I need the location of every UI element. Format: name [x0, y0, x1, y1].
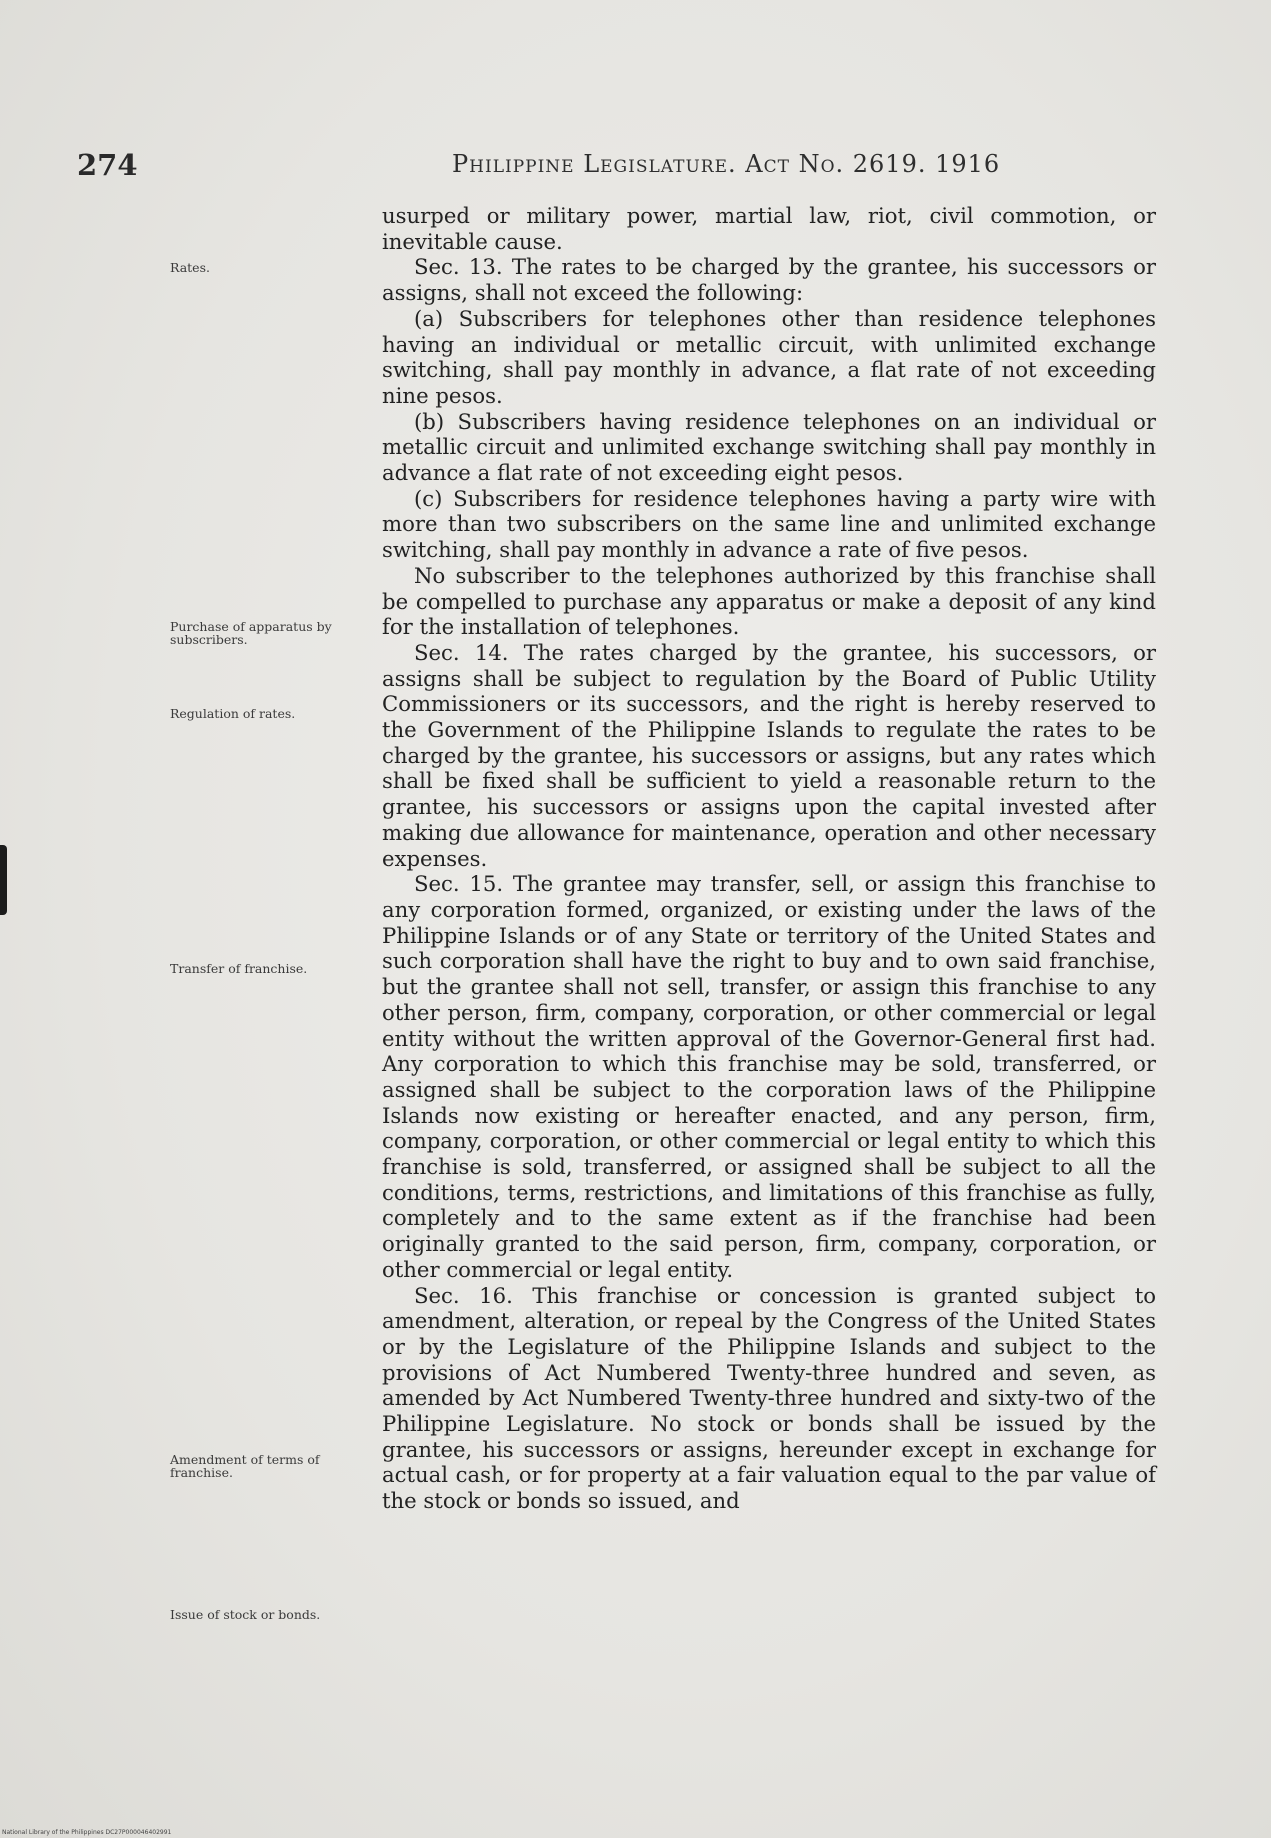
margin-note-issue: Issue of stock or bonds.	[170, 1607, 321, 1622]
section-13-a: (a) Subscribers for telephones other than residence telephones having an individual or metallic circuit, with unlimited exchange switching, shall pay monthly in advance, a flat rate of not exceeding nine pesos.	[382, 305, 1156, 408]
margin-note-amendment: Amendment of terms of franchise.	[170, 1452, 320, 1480]
scan-footer: National Library of the Philippines DC27P000046402991	[2, 1829, 172, 1836]
page-number: 274	[77, 148, 138, 182]
section-13-c: (c) Subscribers for residence telephones having a party wire with more than two subscribers on the same line and unlimited exchange switching, shall pay monthly in advance a rate of five pesos.	[382, 485, 1156, 563]
body-text	[382, 203, 1156, 1514]
purchase-of-apparatus: No subscriber to the telephones authorized by this franchise shall be compelled to purchase any apparatus or make a deposit of any kind for the installation of telephones.	[382, 562, 1156, 640]
paragraph-continuation: usurped or military power, martial law, riot, civil commotion, or inevitable cause.	[382, 203, 1156, 254]
section-15: Sec. 15. The grantee may transfer, sell, or assign this franchise to any corporation formed, organized, or existing under the laws of the Philippine Islands or of any State or territory of the United States and such corporation shall have the right to buy and to own said franchise, but the grantee shall not sell, transfer, or assign this franchise to any other person, firm, company, corporation, or other commercial or legal entity without the written approval of the Governor-General first had. Any corporation to which this franchise may be sold, transferred, or assigned shall be subject to the corporation laws of the Philippine Islands now existing or hereafter enacted, and any person, firm, company, corporation, or other commercial or legal entity to which this franchise is sold, transferred, or assigned shall be subject to all the conditions, terms, restrictions, and limitations of this franchise as fully, completely and to the same extent as if the franchise had been originally granted to the said person, firm, company, corporation, or other commercial or legal entity.	[382, 871, 1156, 1282]
binding-shadow	[0, 845, 7, 915]
running-head: Philippine Legislature. Act No. 2619. 1916	[452, 150, 1001, 178]
margin-note-purchase: Purchase of apparatus by subscribers.	[170, 619, 332, 647]
section-14: Sec. 14. The rates charged by the grantee, his successors, or assigns shall be subject to regulation by the Board of Public Utility Commissioners or its successors, and the right is hereby reserved to the Government of the Philippine Islands to regulate the rates to be charged by the grantee, his successors or assigns, but any rates which shall be fixed shall be sufficient to yield a reasonable return to the grantee, his successors or assigns upon the capital invested after making due allowance for maintenance, operation and other necessary expenses.	[382, 639, 1156, 871]
margin-note-regulation: Regulation of rates.	[170, 706, 296, 721]
section-13: Sec. 13. The rates to be charged by the grantee, his successors or assigns, shall not exceed the following:	[382, 254, 1156, 306]
section-16: Sec. 16. This franchise or concession is granted subject to amendment, alteration, or repeal by the Congress of the United States or by the Legislature of the Philippine Islands and subject to the provisions of Act Numbered Twenty-three hundred and seven, as amended by Act Numbered Twenty-three hundred and sixty-two of the Philippine Legislature. No stock or bonds shall be issued by the grantee, his successors or assigns, hereunder except in exchange for actual cash, or for property at a fair valuation equal to the par value of the stock or bonds so issued, and	[382, 1282, 1156, 1514]
margin-note-rates: Rates.	[170, 260, 210, 275]
section-13-b: (b) Subscribers having residence telephones on an individual or metallic circuit and unlimited exchange switching shall pay monthly in advance a flat rate of not exceeding eight pesos.	[382, 408, 1156, 486]
margin-note-transfer: Transfer of franchise.	[170, 961, 308, 976]
